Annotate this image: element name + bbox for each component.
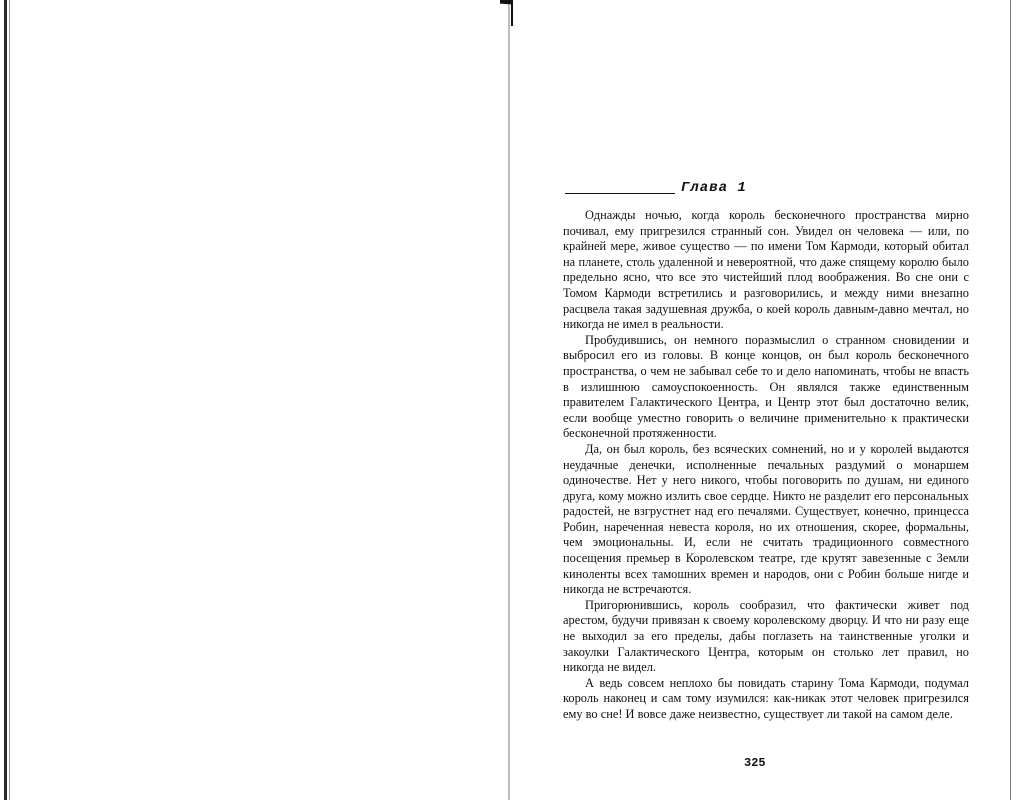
chapter-rule (565, 193, 675, 194)
right-page-edge (1010, 0, 1011, 800)
left-page (0, 0, 508, 800)
paragraph: А ведь совсем неплохо бы повидать старину Тома Кармоди, подумал король наконец и сам тому изумился: как-никак этот человек пригрезился ему во сне! И вовсе даже неизвестно, существует ли такой на самом деле. (563, 675, 969, 721)
chapter-title: Глава 1 (681, 180, 747, 196)
paragraph: Да, он был король, без всяческих сомнений, но и у королей выдаются неудачные денечки, исполненные печальных раздумий о монаршем одиночестве. Нет у него никого, чтобы поговорить по душам, ни единого друга, кому можно излить свое сердце. Никто не разделит его персональных радостей, не взгрустнет над его печалями. Существует, конечно, принцесса Робин, нареченная невеста короля, но их отношения, скорее, формальны, чем эмоциональны. И, если не считать традиционного совместного посещения премьер в Королевском театре, где крутят завезенные с Земли киноленты всех тамошних времен и народов, они с Робин больше нигде и никогда не встречаются. (563, 441, 969, 597)
paragraph: Пригорюнившись, король сообразил, что фактически живет под арестом, будучи привязан к своему королевскому дворцу. И что ни разу еще не выходил за его пределы, дабы поглазеть на таинственные уголки и закоулки Галактического Центра, которым он столько лет правил, но никогда не видел. (563, 597, 969, 675)
book-gutter (508, 0, 510, 800)
page-number: 325 (744, 756, 766, 770)
paragraph: Однажды ночью, когда король бесконечного пространства мирно почивал, ему пригрезился странный сон. Увидел он человека — или, по крайней мере, живое существо — по имени Том Кармоди, который обитал на планете, столь удаленной и невероятной, что даже спящему королю было предельно ясно, что все это чистейший плод воображения. Во сне они с Томом Кармоди встретились и разговорились, и между ними внезапно расцвела такая задушевная дружба, о коей король давным-давно мечтал, но никогда не имел в реальности. (563, 208, 969, 332)
paragraph: Пробудившись, он немного поразмыслил о странном сновидении и выбросил его из головы. В конце концов, он был король бесконечного пространства, о чем не забывал себе то и дело напоминать, чтобы не впасть в излишнюю самоуспокоенность. Он являлся также единственным правителем Галактического Центра, и Центр этот был достаточно велик, если вообще уместно говорить о величине применительно к практически бесконечной протяженности. (563, 332, 969, 441)
body-text (563, 208, 969, 723)
left-page-edge-line (9, 0, 10, 800)
left-page-edge (4, 0, 7, 800)
chapter-heading (565, 180, 975, 198)
